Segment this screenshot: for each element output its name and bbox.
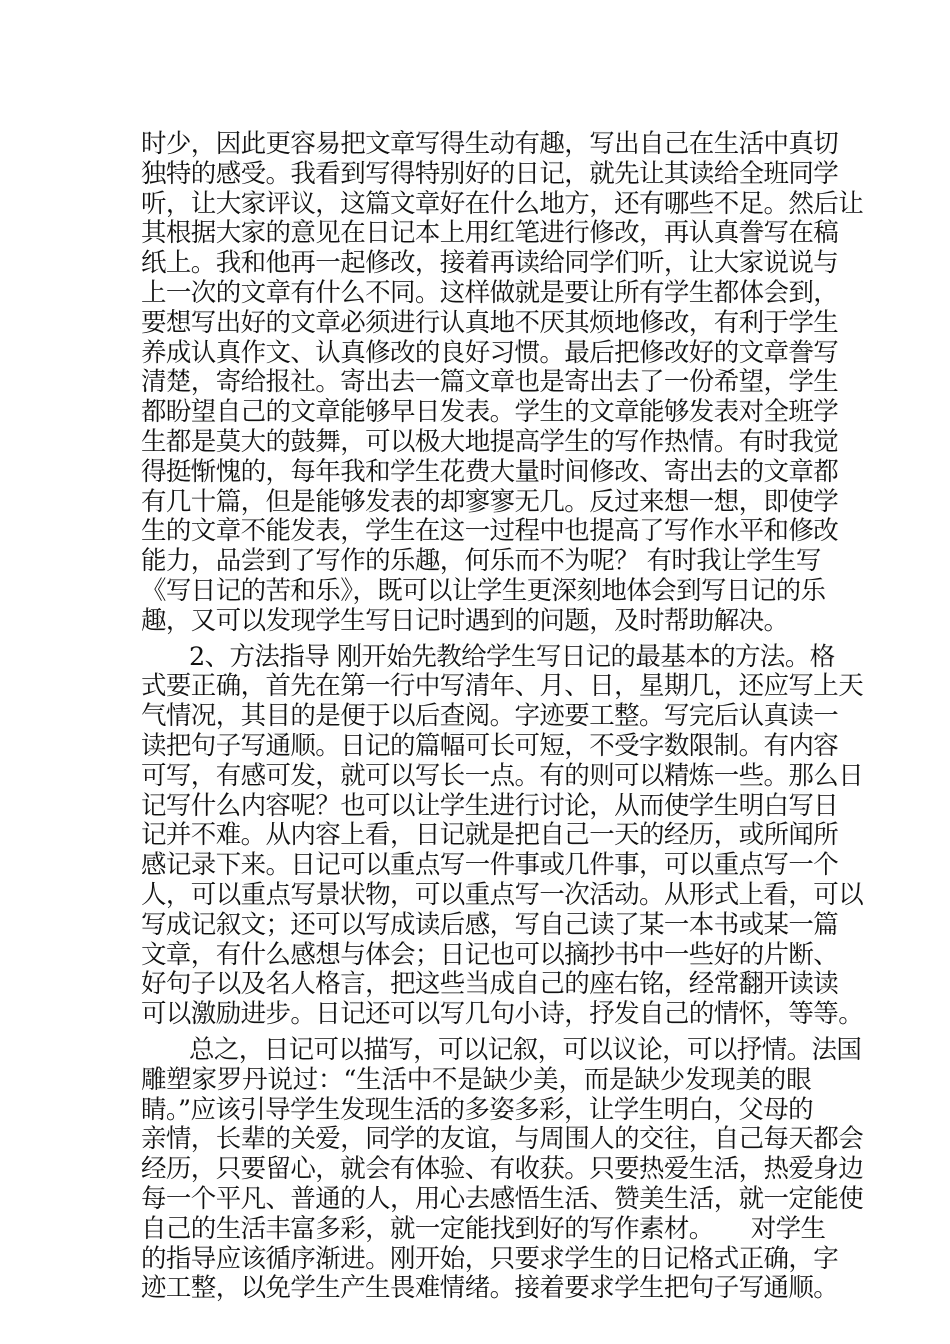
text-line: 好句子以及名人格言，把这些当成自己的座右铭，经常翻开读读 bbox=[141, 969, 839, 999]
text-line: 自己的生活丰富多彩，就一定能找到好的写作素材。 对学生 bbox=[141, 1214, 826, 1244]
text-line: 要想写出好的文章必须进行认真地不厌其烦地修改，有利于学生 bbox=[141, 308, 839, 338]
text-line: 听，让大家评议，这篇文章好在什么地方，还有哪些不足。然后让 bbox=[141, 189, 864, 219]
text-line: 亲情，长辈的关爱，同学的友谊，与周围人的交往，自己每天都会 bbox=[141, 1124, 864, 1154]
text-line: 文章，有什么感想与体会；日记也可以摘抄书中一些好的片断、 bbox=[141, 940, 839, 970]
text-line: 经历，只要留心，就会有体验、有收获。只要热爱生活，热爱身边 bbox=[141, 1154, 864, 1184]
text-line: 2、方法指导 刚开始先教给学生写日记的最基本的方法。格 bbox=[189, 642, 835, 672]
text-line: 《写日记的苦和乐》，既可以让学生更深刻地体会到写日记的乐 bbox=[141, 576, 826, 606]
text-line: 独特的感受。我看到写得特别好的日记，就先让其读给全班同学 bbox=[141, 159, 839, 189]
text-line: 养成认真作文、认真修改的良好习惯。最后把修改好的文章誊写 bbox=[141, 338, 839, 368]
text-line: 雕塑家罗丹说过：“生活中不是缺少美，而是缺少发现美的眼 bbox=[141, 1065, 811, 1095]
text-line: 生的文章不能发表，学生在这一过程中也提高了写作水平和修改 bbox=[141, 516, 839, 546]
text-line: 时少，因此更容易把文章写得生动有趣，写出自己在生活中真切 bbox=[141, 129, 839, 159]
text-line: 可以激励进步。日记还可以写几句小诗，抒发自己的情怀，等等。 bbox=[141, 999, 864, 1029]
text-line: 趣，又可以发现学生写日记时遇到的问题，及时帮助解决。 bbox=[141, 606, 789, 636]
text-line: 清楚，寄给报社。寄出去一篇文章也是寄出去了一份希望，学生 bbox=[141, 367, 839, 397]
text-line: 气情况，其目的是便于以后查阅。字迹要工整。写完后认真读一 bbox=[141, 701, 839, 731]
text-line: 人，可以重点写景状物，可以重点写一次活动。从形式上看，可以 bbox=[141, 880, 864, 910]
text-line: 有几十篇，但是能够发表的却寥寥无几。反过来想一想，即使学 bbox=[141, 487, 839, 517]
text-line: 写成记叙文；还可以写成读后感，写自己读了某一本书或某一篇 bbox=[141, 910, 839, 940]
text-line: 能力，品尝到了写作的乐趣，何乐而不为呢？ 有时我让学生写 bbox=[141, 546, 821, 576]
text-line: 的指导应该循序渐进。刚开始，只要求学生的日记格式正确，字 bbox=[141, 1244, 839, 1274]
text-line: 得挺惭愧的，每年我和学生花费大量时间修改、寄出去的文章都 bbox=[141, 457, 839, 487]
text-line: 总之，日记可以描写，可以记叙，可以议论，可以抒情。法国 bbox=[189, 1035, 862, 1065]
text-line: 可写，有感可发，就可以写长一点。有的则可以精炼一些。那么日 bbox=[141, 761, 864, 791]
text-line: 纸上。我和他再一起修改，接着再读给同学们听，让大家说说与 bbox=[141, 248, 839, 278]
text-line: 上一次的文章有什么不同。这样做就是要让所有学生都体会到， bbox=[141, 278, 839, 308]
text-line: 睛。”应该引导学生发现生活的多姿多彩，让学生明白，父母的 bbox=[141, 1095, 813, 1125]
text-line: 式要正确，首先在第一行中写清年、月、日，星期几，还应写上天 bbox=[141, 671, 864, 701]
text-line: 记写什么内容呢？也可以让学生进行讨论，从而使学生明白写日 bbox=[141, 791, 839, 821]
text-line: 迹工整，以免学生产生畏难情绪。接着要求学生把句子写通顺。 bbox=[141, 1273, 839, 1303]
text-line: 都盼望自己的文章能够早日发表。学生的文章能够发表对全班学 bbox=[141, 397, 839, 427]
text-line: 读把句子写通顺。日记的篇幅可长可短，不受字数限制。有内容 bbox=[141, 731, 839, 761]
text-line: 记并不难。从内容上看，日记就是把自己一天的经历，或所闻所 bbox=[141, 820, 839, 850]
text-line: 每一个平凡、普通的人，用心去感悟生活、赞美生活，就一定能使 bbox=[141, 1184, 864, 1214]
text-line: 其根据大家的意见在日记本上用红笔进行修改，再认真誊写在稿 bbox=[141, 218, 839, 248]
text-line: 生都是莫大的鼓舞，可以极大地提高学生的写作热情。有时我觉 bbox=[141, 427, 839, 457]
text-line: 感记录下来。日记可以重点写一件事或几件事，可以重点写一个 bbox=[141, 850, 839, 880]
